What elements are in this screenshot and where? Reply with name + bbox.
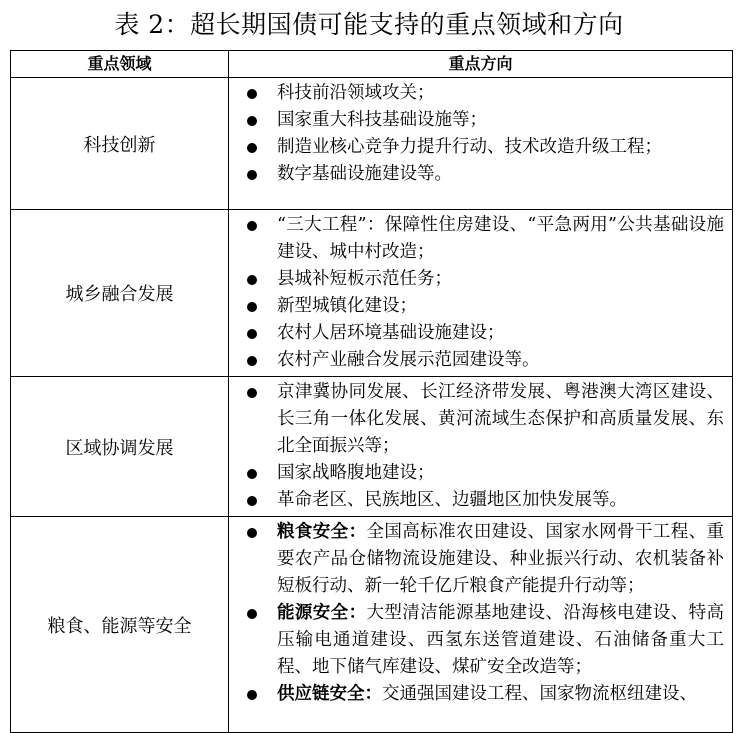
- list-item: [247, 460, 724, 487]
- bullet-icon: [247, 329, 257, 339]
- item-text: 农村产业融合发展示范园建设等。: [277, 350, 540, 370]
- focus-area-cell: 城乡融合发展: [11, 210, 229, 377]
- item-text: 革命老区、民族地区、边疆地区加快发展等。: [277, 490, 627, 510]
- list-item: [247, 80, 724, 107]
- item-label: 粮食安全：: [277, 522, 367, 542]
- bullet-icon: [247, 170, 257, 180]
- item-text: 新型城镇化建设；: [277, 296, 417, 316]
- list-item: [247, 266, 724, 293]
- focus-areas-table: [10, 50, 733, 733]
- list-item: [247, 681, 724, 708]
- header-focus-direction: 重点方向: [229, 51, 733, 78]
- header-focus-area: 重点领域: [11, 51, 229, 78]
- item-text: 交通强国建设工程、国家物流枢纽建设、: [382, 684, 697, 704]
- focus-area-cell: 粮食、能源等安全: [11, 517, 229, 733]
- bullet-icon: [247, 356, 257, 366]
- bullet-icon: [247, 221, 257, 231]
- list-item: [247, 212, 724, 266]
- item-text: 国家重大科技基础设施等；: [277, 110, 487, 130]
- item-text: 国家战略腹地建设；: [277, 463, 435, 483]
- focus-area-cell: 科技创新: [11, 78, 229, 210]
- table-row: [11, 78, 733, 210]
- focus-directions-cell: [229, 210, 733, 377]
- item-text: 全国高标准农田建设、国家水网骨干工程、重要农产品仓储物流设施建设、种业振兴行动、农机装备补短板行动、新一轮千亿斤粮食产能提升行动等；: [277, 522, 725, 596]
- bullet-icon: [247, 275, 257, 285]
- item-text: 制造业核心竞争力提升行动、技术改造升级工程；: [277, 137, 662, 157]
- item-text: 京津冀协同发展、长江经济带发展、粤港澳大湾区建设、长三角一体化发展、黄河流域生态保护和高质量发展、东北全面振兴等；: [277, 382, 724, 456]
- table-header-row: [11, 51, 733, 78]
- bullet-icon: [247, 469, 257, 479]
- direction-list: [247, 212, 724, 374]
- list-item: [247, 161, 724, 188]
- bullet-icon: [247, 89, 257, 99]
- bullet-icon: [247, 528, 257, 538]
- table-caption: 表 2：超长期国债可能支持的重点领域和方向: [114, 10, 624, 39]
- focus-area-cell: 区域协调发展: [11, 377, 229, 517]
- item-text: 县城补短板示范任务；: [277, 269, 452, 289]
- item-label: 能源安全：: [277, 603, 367, 623]
- item-text: 农村人居环境基础设施建设；: [277, 323, 505, 343]
- list-item: [247, 519, 724, 600]
- list-item: [247, 320, 724, 347]
- list-item: [247, 487, 724, 514]
- list-item: [247, 134, 724, 161]
- direction-list: [247, 519, 724, 708]
- direction-list: [247, 80, 724, 188]
- bullet-icon: [247, 116, 257, 126]
- focus-directions-cell: [229, 377, 733, 517]
- item-text: 科技前沿领域攻关；: [277, 83, 435, 103]
- bullet-icon: [247, 388, 257, 398]
- bullet-icon: [247, 690, 257, 700]
- bullet-icon: [247, 609, 257, 619]
- focus-directions-cell: [229, 517, 733, 733]
- bullet-icon: [247, 496, 257, 506]
- focus-directions-cell: [229, 78, 733, 210]
- table-row: [11, 377, 733, 517]
- list-item: [247, 600, 724, 681]
- item-text: 大型清洁能源基地建设、沿海核电建设、特高压输电通道建设、西氢东送管道建设、石油储备重大工程、地下储气库建设、煤矿安全改造等；: [277, 603, 725, 677]
- list-item: [247, 347, 724, 374]
- item-text: “三大工程”：保障性住房建设、“平急两用”公共基础设施建设、城中村改造；: [277, 215, 724, 262]
- list-item: [247, 107, 724, 134]
- item-text: 数字基础设施建设等。: [277, 164, 452, 184]
- bullet-icon: [247, 143, 257, 153]
- direction-list: [247, 379, 724, 514]
- table-row: [11, 517, 733, 733]
- table-row: [11, 210, 733, 377]
- bullet-icon: [247, 302, 257, 312]
- list-item: [247, 379, 724, 460]
- list-item: [247, 293, 724, 320]
- item-label: 供应链安全：: [277, 684, 382, 704]
